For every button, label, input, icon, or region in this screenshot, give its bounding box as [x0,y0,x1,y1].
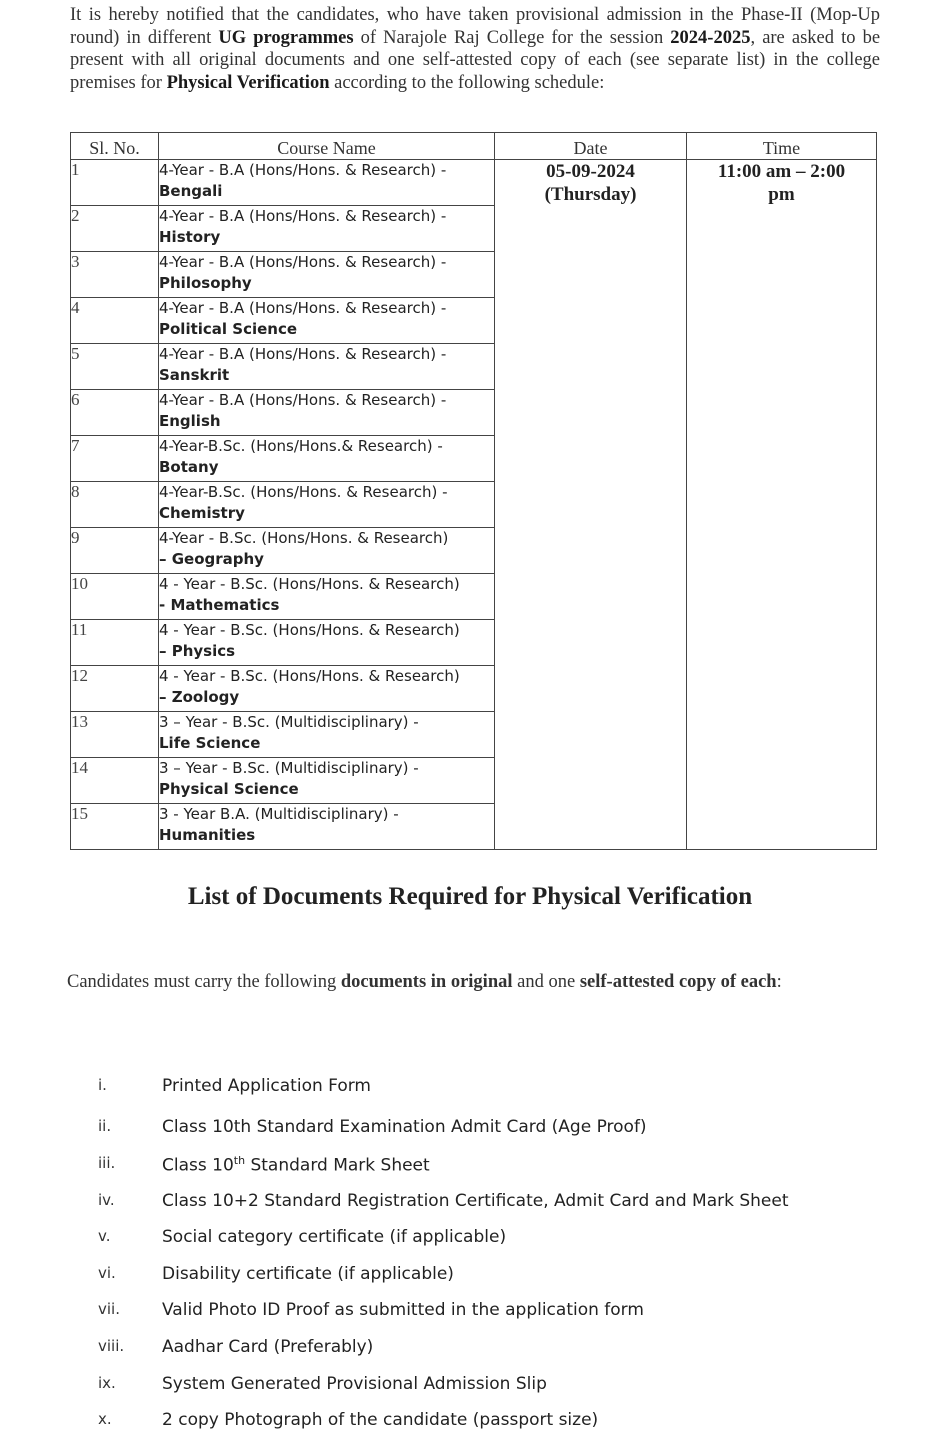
list-item-text: Valid Photo ID Proof as submitted in the application form [162,1300,644,1320]
time-cell [687,160,877,850]
list-item-number: vi. [98,1264,116,1282]
course-name-cell [159,160,495,206]
list-item-text: Disability certificate (if applicable) [162,1264,454,1284]
date-day: (Thursday) [544,184,637,205]
course-name-cell [159,804,495,850]
course-program: 4 - Year - B.Sc. (Hons/Hons. & Research) [159,621,460,639]
time-value-suffix: pm [768,184,795,205]
time-value: 11:00 am – 2:00 [717,161,846,182]
docs-intro-text-2: and one [512,972,580,992]
header-course-name: Course Name [159,133,495,160]
sl-no-cell: 6 [71,390,159,436]
list-item-number: ix. [98,1374,116,1392]
list-item-text: Printed Application Form [162,1076,371,1096]
sl-no-cell: 13 [71,712,159,758]
list-item [0,1076,940,1106]
course-name-cell [159,528,495,574]
course-subject: Sanskrit [159,366,230,384]
list-item-text-a: Class 10 [162,1155,234,1176]
course-program: 3 - Year B.A. (Multidisciplinary) - [159,805,399,823]
course-subject: Physical Science [159,780,299,798]
documents-intro [67,970,857,994]
course-subject: Chemistry [159,504,245,522]
sl-no-cell: 4 [71,298,159,344]
list-item [0,1410,940,1440]
header-sl-no: Sl. No. [71,133,159,160]
list-item-number: x. [98,1410,112,1428]
list-item [0,1191,940,1221]
course-subject: Philosophy [159,274,252,292]
course-subject: Humanities [159,826,256,844]
docs-intro-text-3: : [776,972,782,992]
course-name-cell [159,390,495,436]
course-subject: Bengali [159,182,223,200]
course-subject: Political Science [159,320,298,338]
intro-text-4: according to the following schedule: [329,72,605,93]
table-row [71,160,877,206]
course-program: 4-Year - B.A (Hons/Hons. & Research) - [159,161,447,179]
course-program: 3 – Year - B.Sc. (Multidisciplinary) - [159,759,419,777]
notice-intro-paragraph [70,4,880,94]
docs-intro-bold-original: documents in original [340,972,513,992]
date-value: 05-09-2024 [546,161,635,182]
header-time: Time [687,133,877,160]
list-item-text: System Generated Provisional Admission Slip [162,1374,547,1394]
course-subject: – Physics [159,642,236,660]
list-item-number: viii. [98,1337,125,1355]
list-item-text: Class 10th Standard Examination Admit Card (Age Proof) [162,1117,647,1137]
list-item [0,1337,940,1367]
course-subject: – Zoology [159,688,240,706]
course-subject: Botany [159,458,219,476]
course-name-cell [159,574,495,620]
sl-no-cell: 7 [71,436,159,482]
sl-no-cell: 8 [71,482,159,528]
documents-heading: List of Documents Required for Physical Verification [187,883,753,910]
intro-bold-physical-verification: Physical Verification [166,72,330,93]
list-item [0,1264,940,1294]
intro-text-1: It is hereby notified that the candidates, who have taken provisional admission in the Phase-II (Mop-Up round) in different [70,5,880,48]
course-program: 4-Year-B.Sc. (Hons/Hons.& Research) - [159,437,443,455]
list-item-number: i. [98,1076,107,1094]
list-item [0,1300,940,1330]
course-program: 4-Year - B.A (Hons/Hons. & Research) - [159,391,447,409]
course-name-cell [159,482,495,528]
list-item-number: iii. [98,1154,116,1172]
header-date: Date [495,133,687,160]
docs-intro-text-1: Candidates must carry the following [67,972,341,992]
course-name-cell [159,712,495,758]
sl-no-cell: 12 [71,666,159,712]
list-item [0,1117,940,1147]
list-item [0,1154,940,1184]
course-subject: English [159,412,221,430]
sl-no-cell: 11 [71,620,159,666]
schedule-header-row [71,133,877,160]
list-item [0,1227,940,1257]
list-item-text-b: Standard Mark Sheet [245,1155,430,1176]
course-subject: – Geography [159,550,264,568]
course-program: 4-Year - B.A (Hons/Hons. & Research) - [159,299,447,317]
sl-no-cell: 3 [71,252,159,298]
docs-intro-bold-copy: self-attested copy of each [579,972,777,992]
list-item-number: iv. [98,1191,115,1209]
list-item-number: vii. [98,1300,120,1318]
course-name-cell [159,758,495,804]
course-program: 4-Year - B.A (Hons/Hons. & Research) - [159,207,447,225]
sl-no-cell: 15 [71,804,159,850]
list-item-text: Aadhar Card (Preferably) [162,1337,374,1357]
intro-bold-session: 2024-2025 [670,27,751,48]
intro-text-2: of Narajole Raj College for the session [353,27,671,48]
course-program: 4 - Year - B.Sc. (Hons/Hons. & Research) [159,667,460,685]
course-name-cell [159,620,495,666]
schedule-body [71,160,877,850]
sl-no-cell: 10 [71,574,159,620]
list-item-text: Social category certificate (if applicable) [162,1227,507,1247]
sl-no-cell: 14 [71,758,159,804]
course-program: 4 - Year - B.Sc. (Hons/Hons. & Research) [159,575,460,593]
list-item-superscript: th [233,1154,246,1167]
list-item-text: 2 copy Photograph of the candidate (passport size) [162,1410,599,1430]
sl-no-cell: 9 [71,528,159,574]
course-program: 4-Year - B.A (Hons/Hons. & Research) - [159,253,447,271]
course-name-cell [159,436,495,482]
sl-no-cell: 1 [71,160,159,206]
course-name-cell [159,344,495,390]
intro-bold-ug-programmes: UG programmes [218,27,354,48]
list-item-number: v. [98,1227,111,1245]
course-subject: - Mathematics [159,596,280,614]
course-subject: History [159,228,221,246]
list-item [0,1374,940,1404]
list-item-number: ii. [98,1117,112,1135]
course-name-cell [159,298,495,344]
sl-no-cell: 5 [71,344,159,390]
course-program: 3 – Year - B.Sc. (Multidisciplinary) - [159,713,419,731]
date-cell [495,160,687,850]
sl-no-cell: 2 [71,206,159,252]
schedule-table [70,132,877,850]
list-item-text: Class 10+2 Standard Registration Certificate, Admit Card and Mark Sheet [162,1191,789,1211]
course-program: 4-Year - B.A (Hons/Hons. & Research) - [159,345,447,363]
course-name-cell [159,206,495,252]
course-subject: Life Science [159,734,261,752]
list-item-text [162,1154,430,1176]
course-program: 4-Year - B.Sc. (Hons/Hons. & Research) [159,529,449,547]
intro-text-3: , are asked to be present with all original documents and one self-attested copy of each (see separate list) in the college premises for [70,27,881,93]
course-name-cell [159,252,495,298]
course-name-cell [159,666,495,712]
course-program: 4-Year-B.Sc. (Hons/Hons. & Research) - [159,483,448,501]
